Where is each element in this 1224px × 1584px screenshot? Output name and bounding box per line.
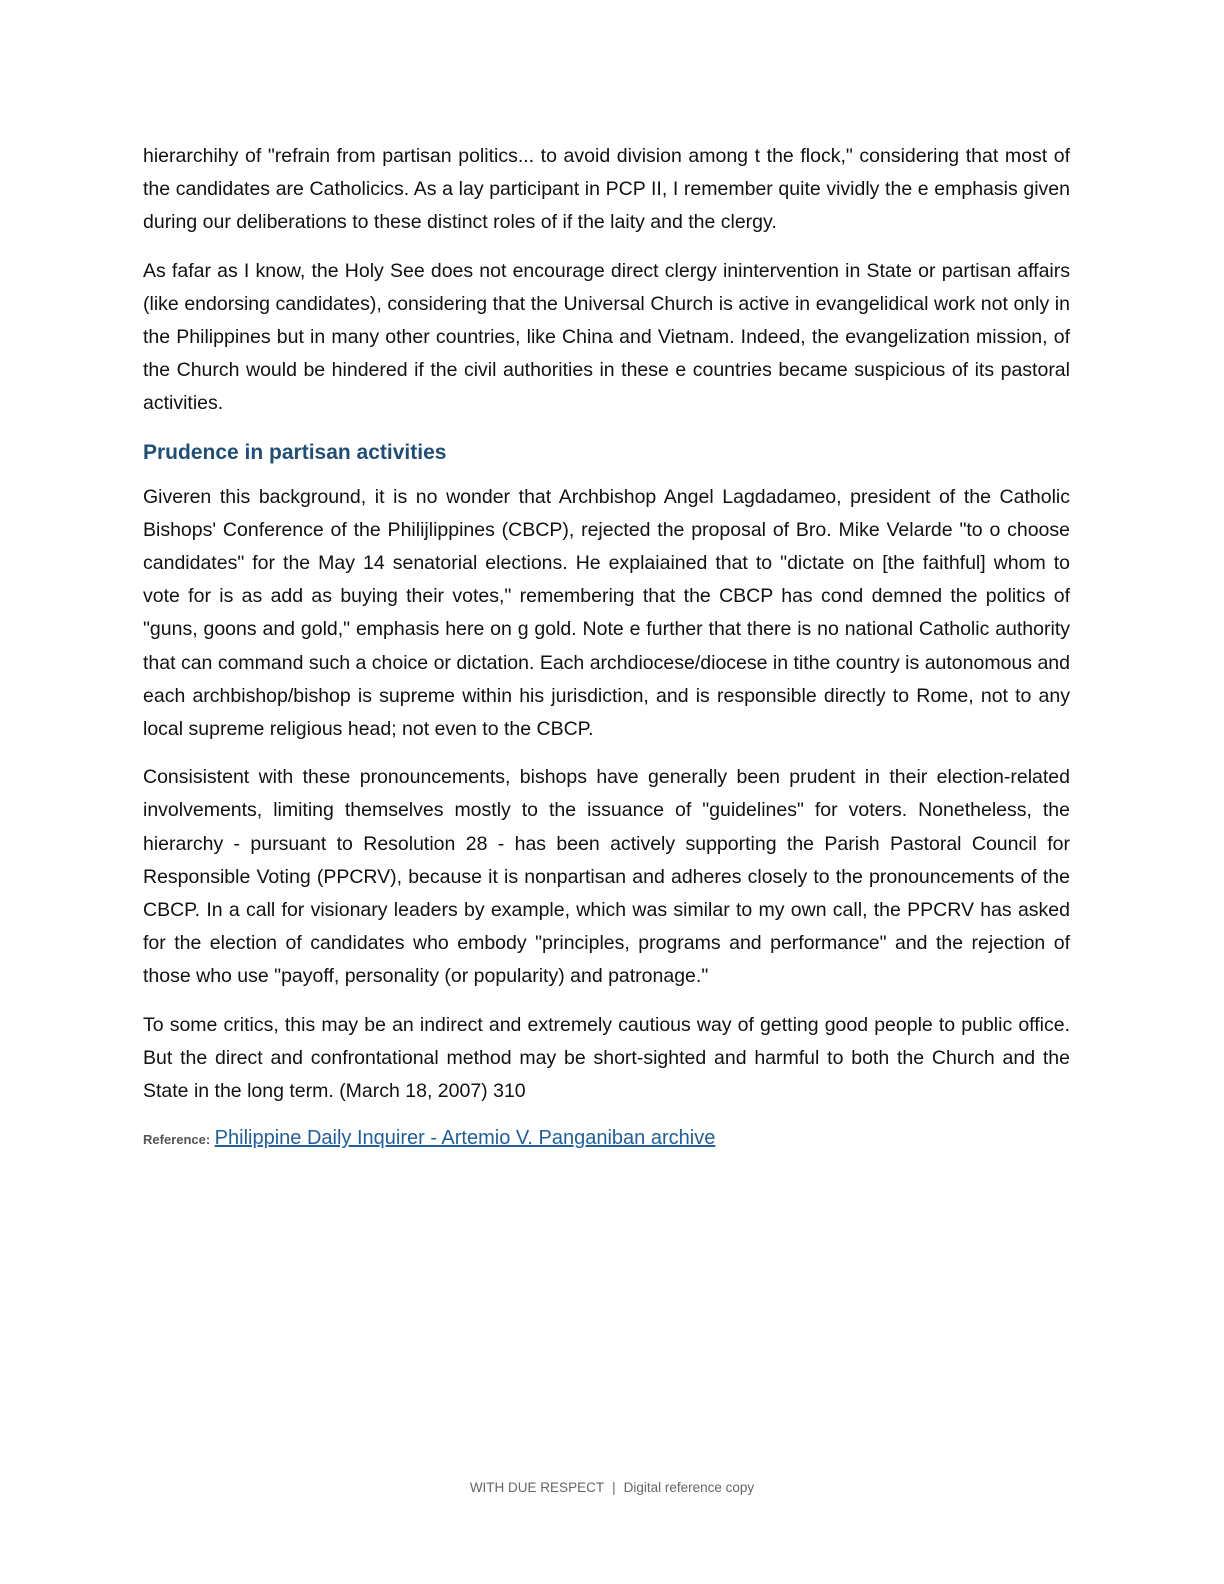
paragraph-1: hierarchihy of "refrain from partisan politics... to avoid division among t the flock," considering that most of the candidates are Catholicics. As a lay participant in PCP II, I remember quite vividly the e emphasis given during our deliberations to these distinct roles of if the laity and the clergy. bbox=[143, 145, 1070, 234]
reference-line bbox=[143, 1124, 1070, 1154]
reference-link[interactable]: Philippine Daily Inquirer - Artemio V. Panganiban archive bbox=[214, 1127, 716, 1150]
footer-separator: | bbox=[612, 1480, 616, 1495]
paragraph-2: As fafar as I know, the Holy See does not encourage direct clergy inintervention in State or partisan affairs (like endorsing candidates), considering that the Universal Church is active in evangelidical work not only in the Philippines but in many other countries, like China and Vietnam. Indeed, the evangelization mission, of the Church would be hindered if the civil authorities in these e countries became suspicious of its pastoral activities. bbox=[143, 259, 1070, 415]
page-footer bbox=[0, 1478, 1224, 1498]
footer-subtitle: Digital reference copy bbox=[623, 1480, 755, 1495]
section-heading: Prudence in partisan activities bbox=[143, 440, 447, 464]
footer-title: WITH DUE RESPECT bbox=[469, 1480, 605, 1495]
paragraph-3: Giveren this background, it is no wonder that Archbishop Angel Lagdadameo, president of the Catholic Bishops' Conference of the Philijlippines (CBCP), rejected the proposal of Bro. Mike Velarde "to o choose candidates" for the May 14 senatorial elections. He explaiained that to "dictate on [the faithful] whom to vote for is as add as buying their votes," remembering that the CBCP has cond demned the politics of "guns, goons and gold," emphasis here on g gold. Note e further that there is no national Catholic authority that can command such a choice or dictation. Each archdiocese/diocese in tithe country is autonomous and each archbishop/bishop is supreme within his jurisdiction, and is responsible directly to Rome, not to any local supreme religious head; not even to the CBCP. bbox=[143, 485, 1070, 741]
document-page bbox=[143, 140, 1070, 1154]
paragraph-5: To some critics, this may be an indirect and extremely cautious way of getting good people to public office. But the direct and confrontational method may be short-sighted and harmful to both the Church and the State in the long term. (March 18, 2007) 310 bbox=[143, 1013, 1070, 1103]
reference-label: Reference: bbox=[143, 1132, 211, 1148]
paragraph-4: Consisistent with these pronouncements, bishops have generally been prudent in their election-related involvements, limiting themselves mostly to the issuance of "guidelines" for voters. Nonetheless, the hierarchy - pursuant to Resolution 28 - has been actively supporting the Parish Pastoral Council for Responsible Voting (PPCRV), because it is nonpartisan and adheres closely to the pronouncements of the CBCP. In a call for visionary leaders by example, which was similar to my own call, the PPCRV has asked for the election of candidates who embody "principles, programs and performance" and the rejection of those who use "payoff, personality (or popularity) and patronage." bbox=[143, 766, 1070, 988]
